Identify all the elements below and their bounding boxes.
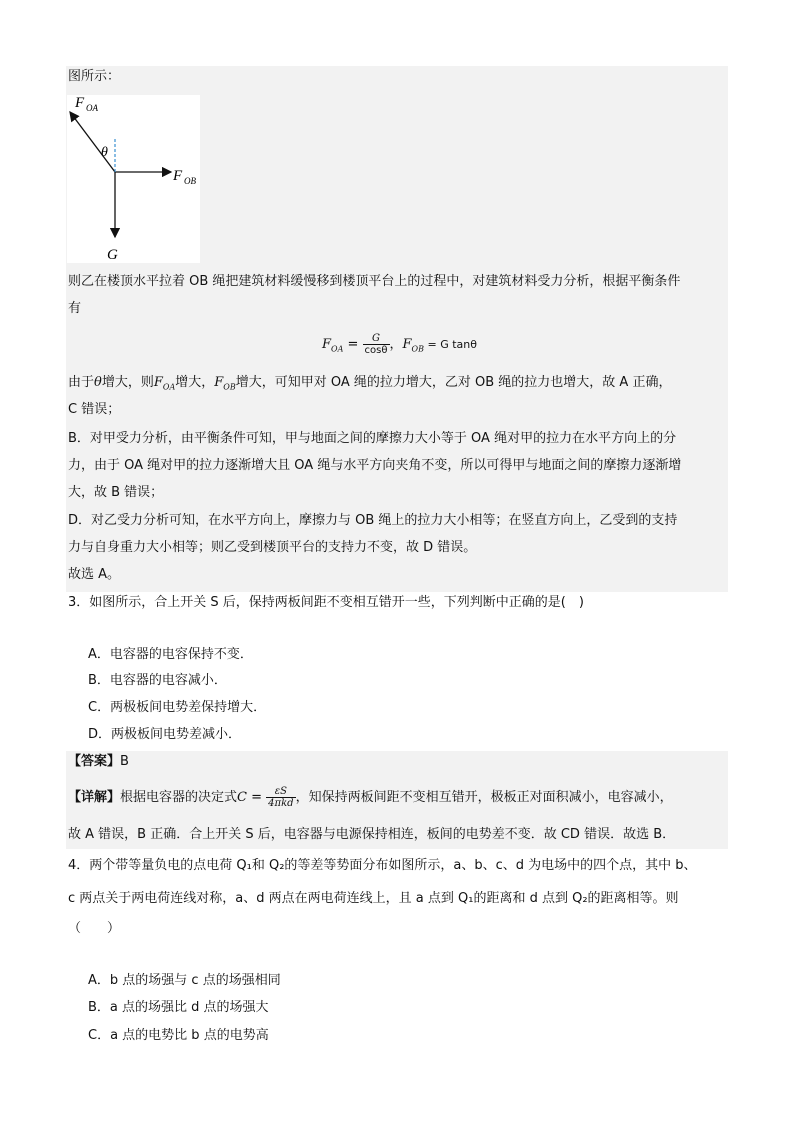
eq-rhs: = G tanθ <box>423 338 477 351</box>
q4-stem-line-3: （ ） <box>68 921 121 936</box>
q3-detail-line-2: 故 A 错误，B 正确．合上开关 S 后，电容器与电源保持相连，板间的电势差不变．故 CD 错误．故选 B． <box>68 827 676 842</box>
eq-separator: ， <box>389 337 403 352</box>
label-theta: θ <box>101 145 108 160</box>
eq-frac-den: cosθ <box>364 345 388 356</box>
q3-option-d: D．两极板间电势差减小． <box>88 727 242 742</box>
l4-c: 增大， <box>175 375 215 390</box>
q3-answer-value: B <box>120 754 129 769</box>
analysis-line-2: 有 <box>68 301 82 316</box>
eq-frac-num: G <box>363 333 390 345</box>
l4-fob: F <box>214 375 224 390</box>
eq-fraction <box>363 333 390 356</box>
l4-fob-sub: OB <box>223 382 236 392</box>
q4-option-a: A．b 点的场强与 c 点的场强相同 <box>88 973 281 988</box>
label-foa-sub: OA <box>86 103 98 113</box>
eq-foa: F <box>322 337 332 352</box>
q4-stem-line-1: 4．两个带等量负电的点电荷 Q₁和 Q₂的等差等势面分布如图所示，a、b、c、d 为电场中的四个点，其中 b、 <box>68 858 697 873</box>
intro-text: 图所示： <box>68 69 121 84</box>
foa-arrow <box>70 112 115 172</box>
q4-stem-line-2: c 两点关于两电荷连线对称，a、d 两点在两电荷连线上，且 a 点到 Q₁的距离和 d 点到 Q₂的距离相等。则 <box>68 891 679 906</box>
q3-detail-a: 根据电容器的决定式 <box>120 790 238 805</box>
analysis-line-5: B．对甲受力分析，由平衡条件可知，甲与地面之间的摩擦力大小等于 OA 绳对甲的拉力在水平方向上的分 <box>68 431 677 446</box>
q3-option-a: A．电容器的电容保持不变． <box>88 647 253 662</box>
analysis-line-6: 力，由于 OA 绳对甲的拉力逐渐增大且 OA 绳与水平方向夹角不变，所以可得甲与地面之间的摩擦力逐渐增 <box>68 458 682 473</box>
label-fob: F <box>173 168 183 184</box>
q3-frac-den: 4πkd <box>268 798 294 809</box>
label-g: G <box>107 247 118 263</box>
l4-foa-sub: OA <box>162 382 176 392</box>
l4-a: 由于 <box>68 375 95 390</box>
label-fob-sub: OB <box>184 176 196 186</box>
q3-detail-b: ，知保持两板间距不变相互错开，极板正对面积减小，电容减小， <box>295 790 673 805</box>
q3-detail <box>68 783 673 813</box>
analysis-line-3 <box>68 374 671 397</box>
q3-frac-num: εS <box>266 786 295 798</box>
analysis-line-4: C 错误； <box>68 402 121 417</box>
q4-option-c: C．a 点的电势比 b 点的电势高 <box>88 1028 269 1043</box>
l4-b: 增大，则 <box>101 375 154 390</box>
label-foa: F <box>75 95 85 111</box>
q3-detail-fraction <box>266 786 295 809</box>
l4-theta: θ <box>94 375 102 390</box>
q3-detail-label: 【详解】 <box>68 790 121 805</box>
q3-option-b: B．电容器的电容减小． <box>88 673 227 688</box>
force-diagram-svg <box>67 95 200 263</box>
equation <box>322 328 477 367</box>
analysis-line-1: 则乙在楼顶水平拉着 OB 绳把建筑材料缓慢移到楼顶平台上的过程中，对建筑材料受力分析，根据平衡条件 <box>68 274 681 289</box>
eq-foa-sub: OA <box>331 344 344 354</box>
analysis-line-8: D．对乙受力分析可知，在水平方向上，摩擦力与 OB 绳上的拉力大小相等；在竖直方向上，乙受到的支持 <box>68 513 678 528</box>
l4-foa: F <box>153 375 163 390</box>
q3-option-c: C．两极板间电势差保持增大． <box>88 700 267 715</box>
force-diagram <box>67 95 200 263</box>
q3-answer <box>68 753 129 771</box>
analysis-line-10: 故选 A。 <box>68 567 121 582</box>
q3-detail-eq: = <box>246 790 267 805</box>
q3-stem: 3．如图所示，合上开关 S 后，保持两板间距不变相互错开一些，下列判断中正确的是( ) <box>68 595 584 610</box>
analysis-line-9: 力与自身重力大小相等；则乙受到楼顶平台的支持力不变，故 D 错误。 <box>68 540 477 555</box>
eq-fob: F <box>402 337 412 352</box>
l4-d: 增大，可知甲对 OA 绳的拉力增大，乙对 OB 绳的拉力也增大，故 A 正确， <box>235 375 672 390</box>
q3-detail-c: C <box>237 790 247 805</box>
analysis-line-7: 大，故 B 错误； <box>68 485 164 500</box>
eq-fob-sub: OB <box>411 344 424 354</box>
q4-option-b: B．a 点的场强比 d 点的场强大 <box>88 1000 269 1015</box>
q3-answer-label: 【答案】 <box>68 754 121 769</box>
eq-equals: = <box>343 337 363 352</box>
